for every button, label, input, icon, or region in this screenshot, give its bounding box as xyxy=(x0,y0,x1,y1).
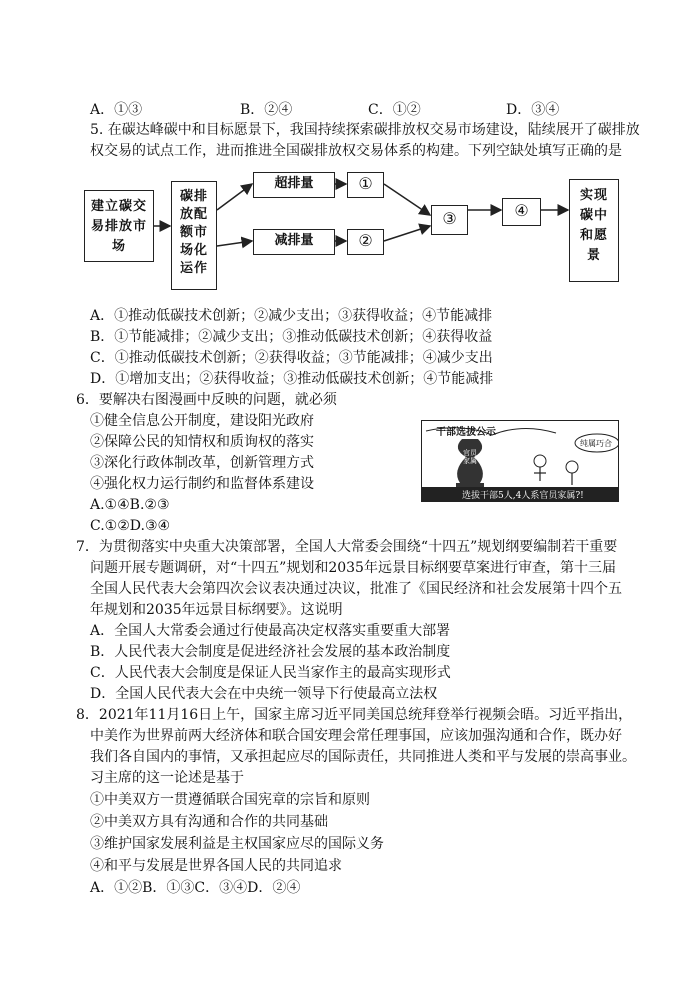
q6-item-3: ③深化行政体制改革，创新管理方式 xyxy=(90,455,314,471)
q6-cartoon-bubble: 纯属巧合 xyxy=(580,439,612,448)
q8-stem-line-4: 习主席的这一论述是基于 xyxy=(90,770,244,786)
q8-options: A．①②B．①③C．③④D．②④ xyxy=(90,880,301,896)
q6-cartoon-caption: 选拔干部5人,4人系官员家属?! xyxy=(462,491,584,501)
q5-option-b: B．①节能减排；②减少支出；③推动低碳技术创新；④获得收益 xyxy=(90,329,493,345)
q5-box-quota-market xyxy=(171,181,217,290)
q7-stem-line-4: 年规划和2035年远景目标纲要》。这说明 xyxy=(90,602,343,618)
q8-stem-line-3: 我们各自国内的事情，又承担起应尽的国际责任，共同推进人类和平与发展的崇高事业。 xyxy=(90,749,636,765)
q5-stem-line-2: 权交易的试点工作，进而推进全国碳排放权交易体系的构建。下列空缺处填写正确的是 xyxy=(90,143,622,159)
q8-item-1: ①中美双方一贯遵循联合国宪章的宗旨和原则 xyxy=(90,792,370,808)
q6-cartoon-vase-label: 官员家属 xyxy=(463,449,477,465)
q7-stem-line-1: 7．为贯彻落实中央重大决策部署，全国人大常委会围绕“十四五”规划纲要编制若干重要 xyxy=(76,539,618,555)
q6-cartoon-title: 干部选拔公示 xyxy=(436,427,496,438)
q5-box-carbon-neutral-goal xyxy=(569,179,619,282)
q6-item-1: ①健全信息公开制度，建设阳光政府 xyxy=(90,413,314,429)
q5-box-reduced-emission: 减排量 xyxy=(253,229,335,255)
q8-item-4: ④和平与发展是世界各国人民的共同追求 xyxy=(90,858,342,874)
q4-option-a: A．①③ xyxy=(90,102,143,118)
q5-box-excess-emission: 超排量 xyxy=(253,172,335,198)
q5-box-quota-market-label: 碳排放配额市场化运作 xyxy=(179,189,208,276)
q8-stem-line-2: 中美作为世界前两大经济体和联合国安理会常任理事国，应该加强沟通和合作，既办好 xyxy=(90,728,622,744)
q4-option-c: C．①② xyxy=(368,102,421,118)
q8-stem-line-1: 8．2021年11月16日上午，国家主席习近平同美国总统拜登举行视频会晤。习近平指出， xyxy=(76,707,633,723)
q7-stem-line-3: 全国人民代表大会第四次会议表决通过决议，批准了《国民经济和社会发展第十四个五 xyxy=(90,581,622,597)
q7-option-a: A．全国人大常委会通过行使最高决定权落实重要重大部署 xyxy=(90,623,451,639)
q5-option-d: D．①增加支出；②获得收益；③推动低碳技术创新；④节能减排 xyxy=(90,371,494,387)
q5-blank-3: ③ xyxy=(431,205,468,235)
q8-item-3: ③维护国家发展利益是主权国家应尽的国际义务 xyxy=(90,836,384,852)
q6-item-2: ②保障公民的知情权和质询权的落实 xyxy=(90,434,314,450)
q5-box-establish-market xyxy=(84,190,154,262)
q7-stem-line-2: 问题开展专题调研，对“十四五”规划和2035年远景目标纲要草案进行审查，第十三届 xyxy=(90,560,616,576)
q7-option-c: C．人民代表大会制度是保证人民当家作主的最高实现形式 xyxy=(90,665,451,681)
q6-item-4: ④强化权力运行制约和监督体系建设 xyxy=(90,476,314,492)
q5-option-c: C．①推动低碳技术创新；②获得收益；③节能减排；④减少支出 xyxy=(90,350,493,366)
q5-option-a: A．①推动低碳技术创新；②减少支出；③获得收益；④节能减排 xyxy=(90,308,493,324)
q4-option-d: D．③④ xyxy=(506,102,560,118)
q6-cartoon xyxy=(421,420,619,502)
q7-option-d: D．全国人民代表大会在中央统一领导下行使最高立法权 xyxy=(90,686,438,702)
q6-options-line-2: C.①②D.③④ xyxy=(90,518,171,534)
q4-option-b: B．②④ xyxy=(240,102,293,118)
q5-stem-line-1: 5. 在碳达峰碳中和目标愿景下，我国持续探索碳排放权交易市场建设，陆续展开了碳排放 xyxy=(90,122,640,138)
q6-options-line-1: A.①④B.②③ xyxy=(90,497,170,513)
q6-stem: 6．要解决右图漫画中反映的问题，就必须 xyxy=(76,392,337,408)
q5-blank-1: ① xyxy=(347,172,384,198)
q8-item-2: ②中美双方具有沟通和合作的共同基础 xyxy=(90,814,328,830)
q5-box-carbon-neutral-goal-label: 实现碳中和愿景 xyxy=(579,188,608,263)
q7-option-b: B．人民代表大会制度是促进经济社会发展的基本政治制度 xyxy=(90,644,451,660)
q5-blank-2: ② xyxy=(347,229,384,255)
q5-box-establish-market-label: 建立碳交易排放市场 xyxy=(90,199,147,254)
q5-blank-4: ④ xyxy=(502,198,541,226)
